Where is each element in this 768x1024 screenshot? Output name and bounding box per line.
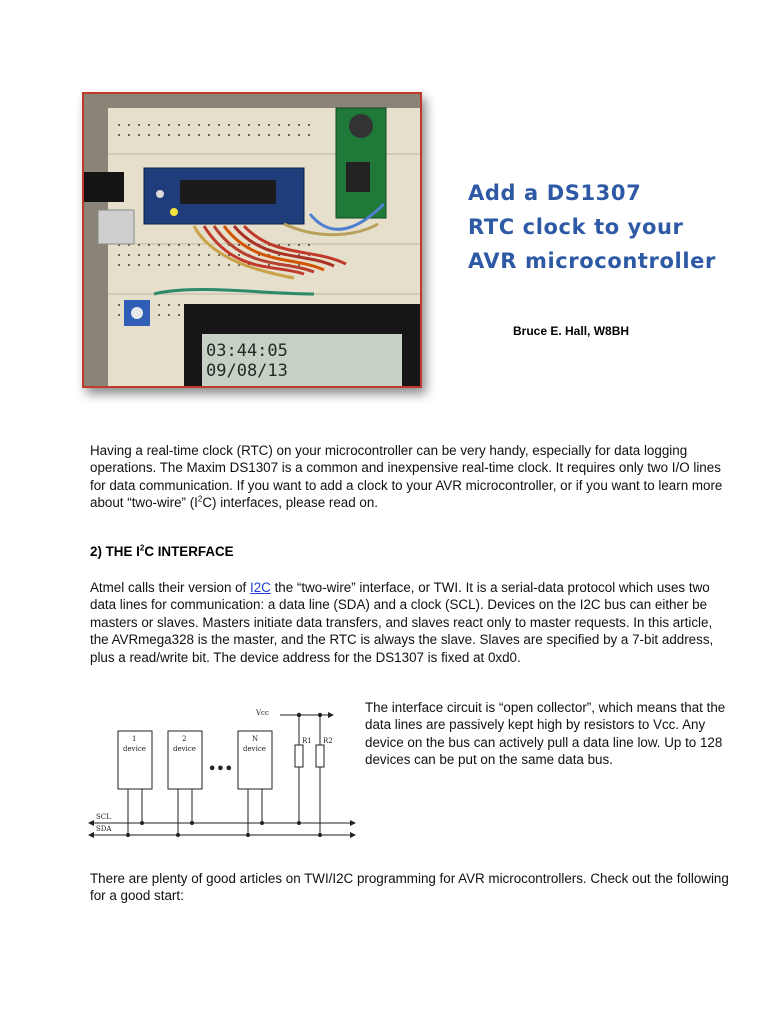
section-text-1: Atmel calls their version of <box>90 580 251 595</box>
scl-label: SCL <box>96 813 111 821</box>
breadboard-photo <box>82 92 422 388</box>
breadboard-illustration <box>84 94 420 386</box>
section-text-2: the “two-wire” interface, or TWI. It is a serial-data protocol which uses two data lines for communication: a data line (SDA) and a clock (SCL). Devices on the I2C bus can either be masters or slaves. Masters initiate data transfers, and slaves react only to master requests. In this article, the AVRmega328 is the master, and the RTC is always the slave. Slaves are specified by a 7-bit address, plus a read/write bit. The device address for the DS1307 is fixed at 0xd0. <box>90 580 714 665</box>
device-ellipsis: ••• <box>208 762 233 777</box>
closing-paragraph <box>90 870 730 905</box>
section-heading <box>90 544 234 559</box>
i2c-link[interactable]: I2C <box>250 580 271 595</box>
heading-suffix: C INTERFACE <box>144 544 234 559</box>
device-label-1: device <box>123 745 146 753</box>
sda-label: SDA <box>96 825 112 833</box>
closing-text: There are plenty of good articles on TWI/I2C programming for AVR microcontrollers. Check out the following for a good start: <box>90 871 729 904</box>
document-title <box>468 176 758 278</box>
device-label-n: device <box>243 745 266 753</box>
device-number-n: N <box>252 735 259 743</box>
lcd-date: 09/08/13 <box>206 361 288 381</box>
r1-label: R1 <box>302 737 312 745</box>
device-number-2: 2 <box>182 735 187 743</box>
title-line-3: AVR microcontroller <box>468 249 716 273</box>
author-name: Bruce E. Hall, W8BH <box>513 324 630 338</box>
title-line-2: RTC clock to your <box>468 215 684 239</box>
heading-prefix: 2) THE I <box>90 544 140 559</box>
intro-paragraph <box>90 442 730 512</box>
device-label-2: device <box>173 745 196 753</box>
intro-text-2: C) interfaces, please read on. <box>202 495 379 511</box>
intro-sup: 2 <box>197 494 203 504</box>
section-paragraph <box>90 579 730 666</box>
heading-sup: 2 <box>139 543 145 553</box>
interface-paragraph <box>365 699 735 769</box>
title-line-1: Add a DS1307 <box>468 181 642 205</box>
i2c-bus-diagram <box>88 697 358 847</box>
device-number-1: 1 <box>132 735 137 743</box>
vcc-label: Vcc <box>256 709 269 717</box>
lcd-time: 03:44:05 <box>206 341 288 361</box>
interface-text: The interface circuit is “open collector”, which means that the data lines are passively kept high by resistors to Vcc. Any device on the bus can actively pull a data line low. Up to 128 devices can be put on the same data bus. <box>365 700 726 768</box>
intro-text-1: Having a real-time clock (RTC) on your microcontroller can be very handy, especially for data logging operations. The Maxim DS1307 is a common and inexpensive real-time clock. It requires only two I/O lines for data communication. If you want to add a clock to your AVR microcontroller, or if you want to learn more about “two-wire” (I <box>90 443 723 511</box>
r2-label: R2 <box>323 737 333 745</box>
